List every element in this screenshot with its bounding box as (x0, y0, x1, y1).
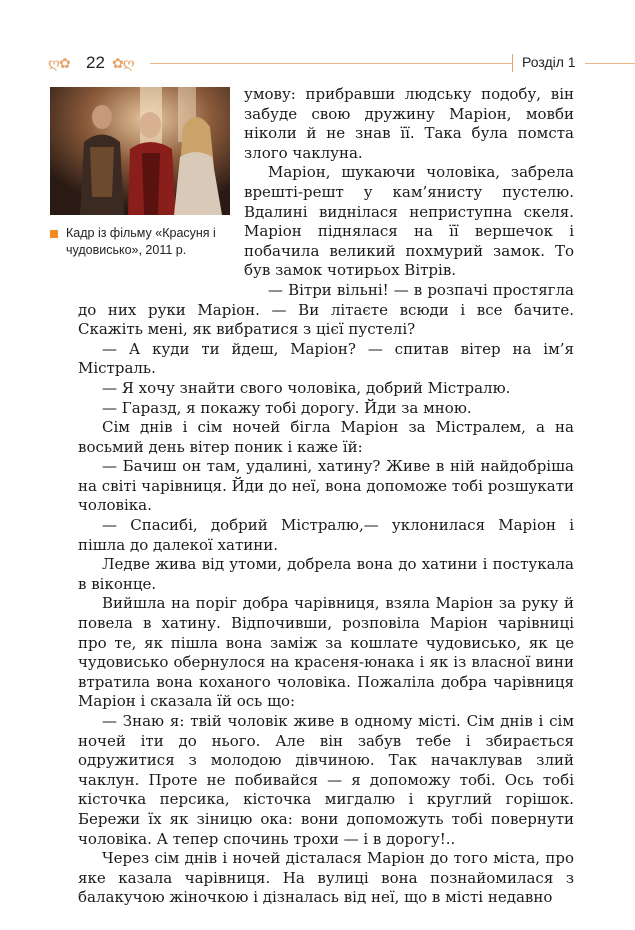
page-number: 22 (86, 53, 105, 72)
story-text (78, 85, 574, 908)
paragraph: — А куди ти йдеш, Маріон? — спитав вітер на ім’я Містраль. (78, 339, 574, 378)
paragraph: — Бачиш он там, удалині, хатину? Живе в ній найдобріша на світі чарівниця. Йди до неї, вона допоможе тобі розшукати чоловіка. (78, 457, 574, 515)
ornament-left-icon: ღ✿ (48, 56, 70, 72)
paragraph: — Спасибі, добрий Містралю,— уклонилася Маріон і пішла до далекої хатини. (78, 516, 574, 554)
paragraph: — Вітри вільні! — в розпачі простягла до них руки Маріон. — Ви літаєте всюди і все бачите. Скажіть мені, як вибратися з цієї пустелі? (78, 280, 574, 339)
paragraph: Через сім днів і ночей дісталася Маріон до того міста, про яке казала чарівниця. На вулиці вона познайомилася з балакучою жіночкою і дізналась від неї, що в місті недавно (78, 849, 574, 907)
caption-bullet (50, 230, 58, 238)
header-rule (150, 63, 512, 64)
paragraph: Сім днів і сім ночей бігла Маріон за Містралем, а на восьмий день вітер поник і каже їй: (78, 418, 574, 456)
figure-caption: Кадр із фільму «Красуня і чудовисько», 2011 р. (66, 226, 216, 257)
paragraph: — Гаразд, я покажу тобі дорогу. Йди за мною. (102, 398, 472, 417)
section-title: Розділ 1 (522, 54, 576, 70)
paragraph: Вийшла на поріг добра чарівниця, взяла Маріон за руку й повела в хатину. Відпочивши, розповіла Маріон чарівниці про те, як пішла вона заміж за кошлате чудовисько, як це чудовисько обернулося на красеня-юнака і як із власної вини втратила вона коханого чоловіка. Пожаліла добра чарівниця Маріон і сказала їй ось що: (78, 594, 574, 711)
image-wrap-space (78, 85, 244, 281)
paragraph: — Знаю я: твій чоловік живе в одному місті. Сім днів і сім ночей іти до нього. Але він забув тебе і збирається одружитися з молодою дівчиною. Так начаклував злий чаклун. Проте не побивайся — я допоможу тобі. Ось тобі кісточка персика, кісточка мигдалю і круглий горішок. Бережи їх як зіницю ока: вони допоможуть тобі повернути чоловіка. А тепер спочинь трохи — і в дорогу!.. (78, 712, 574, 848)
paragraph: Ледве жива від утоми, добрела вона до хатини і постукала в віконце. (78, 555, 574, 593)
header-rule-right (585, 63, 635, 64)
paragraph: умову: прибравши людську подобу, він забуде свою дружину Маріон, мовби ніколи й не знав її. Така була помста злого чаклуна. (244, 85, 574, 162)
ornament-right-icon: ✿ღ (112, 56, 134, 72)
paragraph: — Я хочу знайти свого чоловіка, добрий Містралю. (102, 378, 511, 397)
paragraph: Маріон, шукаючи чоловіка, забрела врешті-решт у кам’янисту пустелю. Вдалині виднілася неприступна скеля. Маріон піднялася на її вершечок і побачила великий похмурий замок. То був замок чотирьох Вітрів. (244, 163, 574, 280)
page-header (0, 52, 635, 76)
header-separator (512, 54, 513, 72)
